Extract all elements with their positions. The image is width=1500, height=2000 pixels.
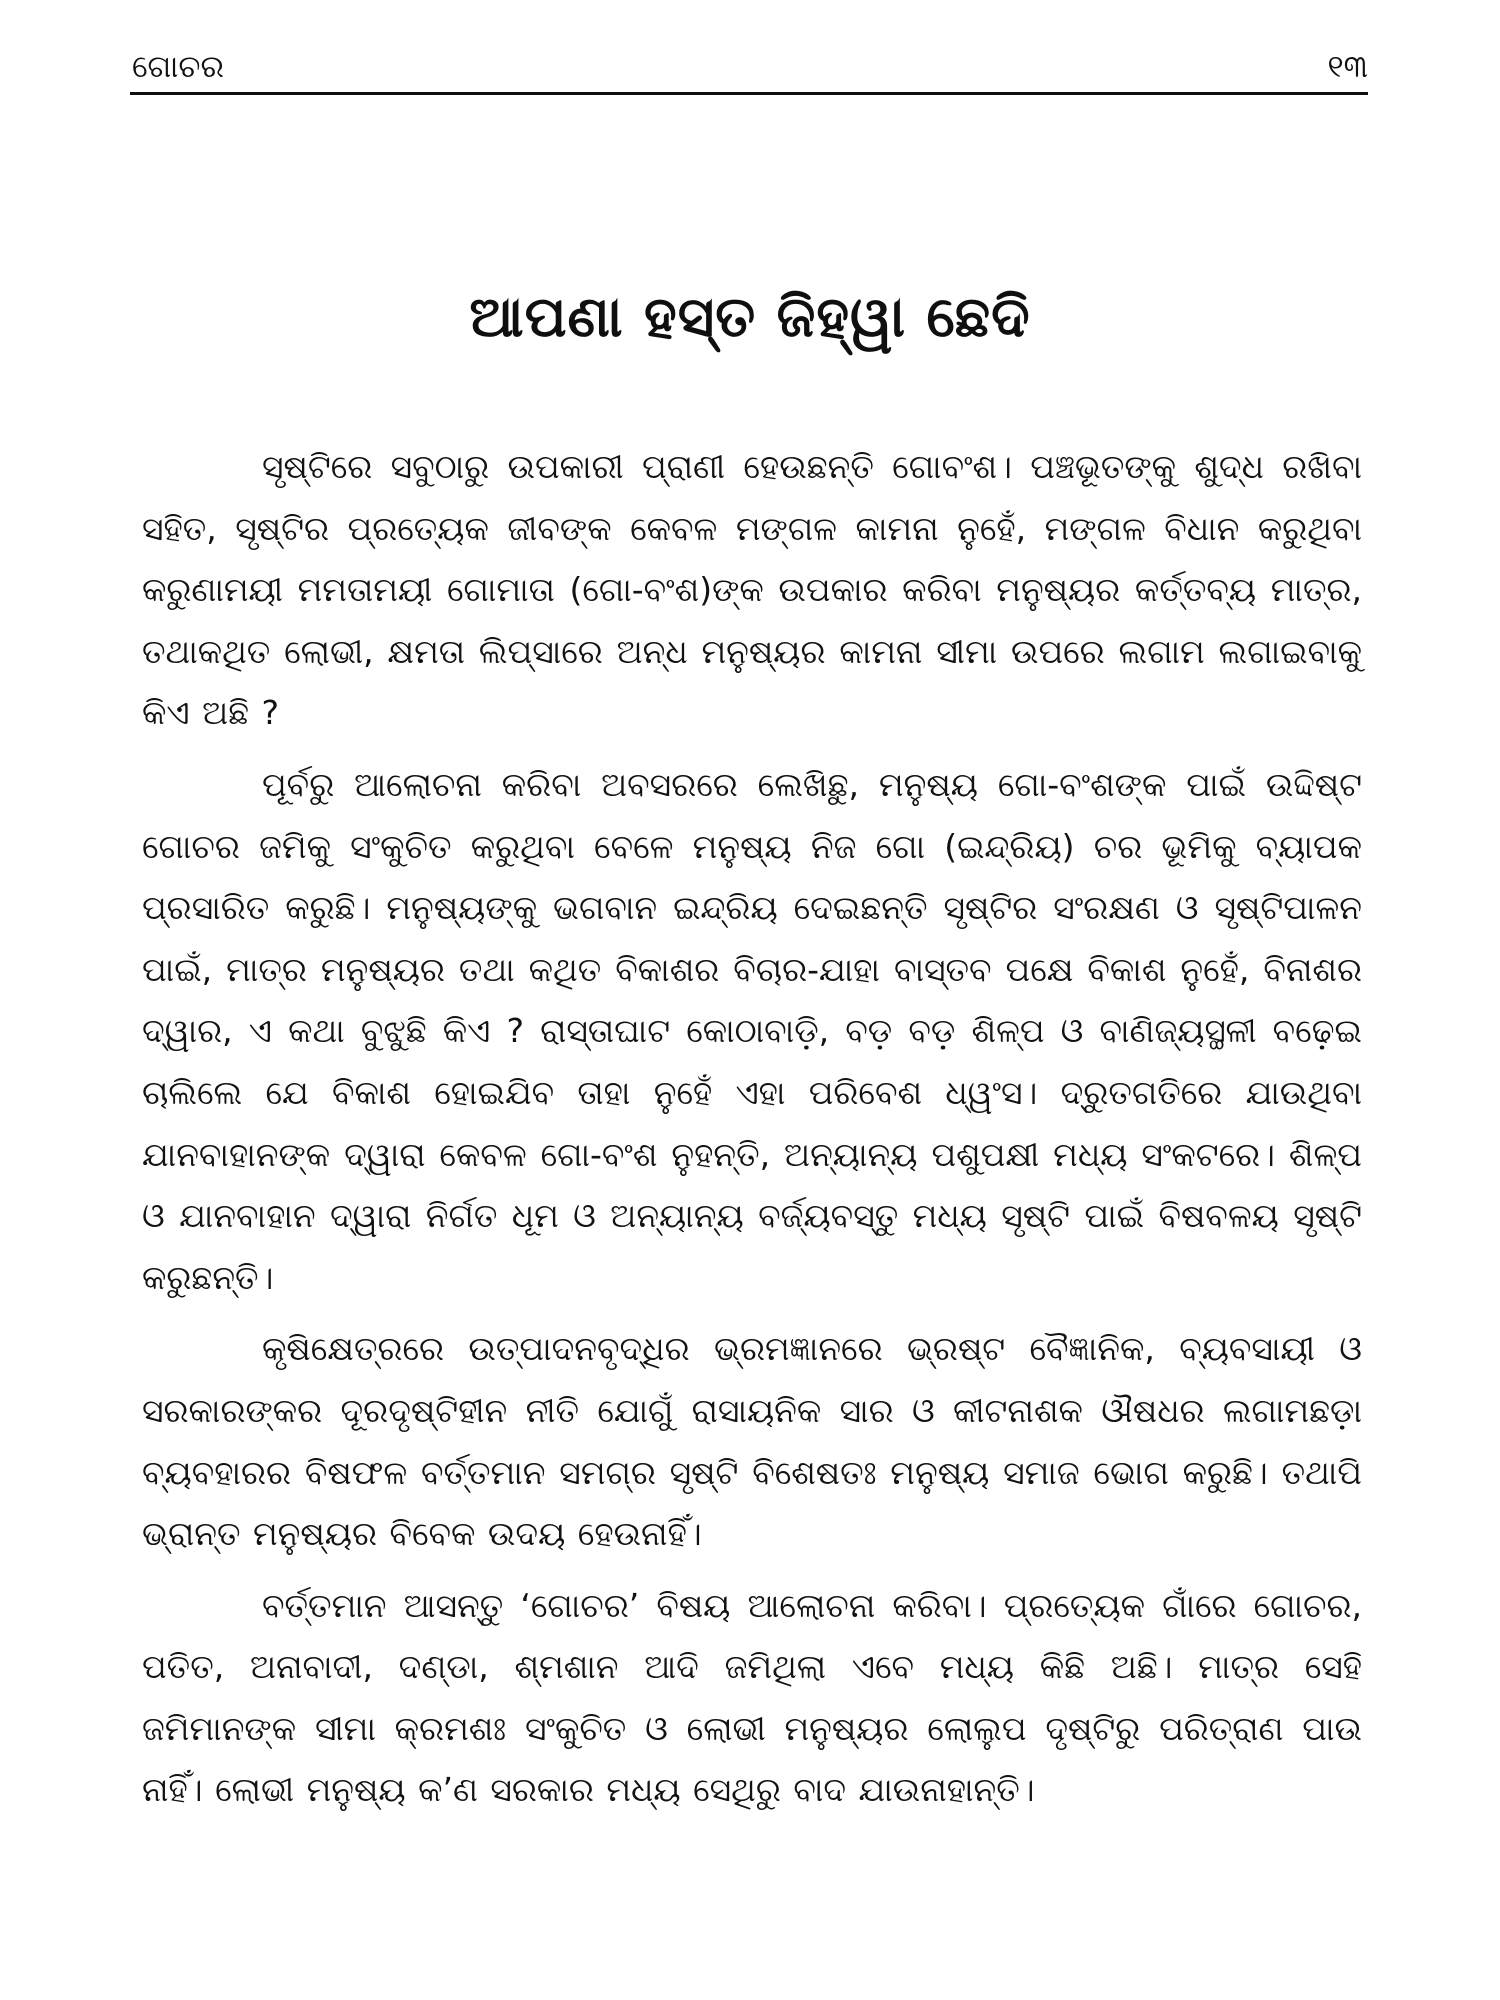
- running-header: [132, 40, 1368, 86]
- paragraph-4: ବର୍ତ୍ତମାନ ଆସନ୍ତୁ ‘ଗୋଚର’ ବିଷୟ ଆଲୋଚନା କରିବା। ପ୍ରତ୍ୟେକ ଗାଁରେ ଗୋଚର, ପତିତ, ଅନାବାଦୀ, ଦଣ୍ଡା, ଶ୍ମଶାନ ଆଦି ଜମିଥିଲା ଏବେ ମଧ୍ୟ କିଛି ଅଛି। ମାତ୍ର ସେହି ଜମିମାନଙ୍କ ସୀମା କ୍ରମଶଃ ସଂକୁଚିତ ଓ ଲୋଭୀ ମନୁଷ୍ୟର ଲୋଲୁପ ଦୃଷ୍ଟିରୁ ପରିତ୍ରାଣ ପାଉ ନାହିଁ। ଲୋଭୀ ମନୁଷ୍ୟ କ’ଣ ସରକାର ମଧ୍ୟ ସେଥିରୁ ବାଦ ଯାଉନାହାନ୍ତି।: [142, 1585, 1362, 1810]
- paragraph-2: ପୂର୍ବରୁ ଆଲୋଚନା କରିବା ଅବସରରେ ଲେଖିଛୁ, ମନୁଷ୍ୟ ଗୋ-ବଂଶଙ୍କ ପାଇଁ ଉଦ୍ଦିଷ୍ଟ ଗୋଚର ଜମିକୁ ସଂକୁଚିତ କରୁଥିବା ବେଳେ ମନୁଷ୍ୟ ନିଜ ଗୋ (ଇନ୍ଦ୍ରିୟ) ଚର ଭୂମିକୁ ବ୍ୟାପକ ପ୍ରସାରିତ କରୁଛି। ମନୁଷ୍ୟଙ୍କୁ ଭଗବାନ ଇନ୍ଦ୍ରିୟ ଦେଇଛନ୍ତି ସୃଷ୍ଟିର ସଂରକ୍ଷଣ ଓ ସୃଷ୍ଟିପାଳନ ପାଇଁ, ମାତ୍ର ମନୁଷ୍ୟର ତଥା କଥିତ ବିକାଶର ବିଚାର-ଯାହା ବାସ୍ତବ ପକ୍ଷେ ବିକାଶ ନୁହେଁ, ବିନାଶର ଦ୍ୱାର, ଏ କଥା ବୁଝୁଛି କିଏ ? ରାସ୍ତାଘାଟ କୋଠାବାଡ଼ି, ବଡ଼ ବଡ଼ ଶିଳ୍ପ ଓ ବାଣିଜ୍ୟସ୍ଥଳୀ ବଢ଼େଇ ଚାଲିଲେ ଯେ ବିକାଶ ହୋଇଯିବ ତାହା ନୁହେଁ ଏହା ପରିବେଶ ଧ୍ୱଂସ। ଦ୍ରୁତଗତିରେ ଯାଉଥିବା ଯାନବାହାନଙ୍କ ଦ୍ୱାରା କେବଳ ଗୋ-ବଂଶ ନୁହନ୍ତି, ଅନ୍ୟାନ୍ୟ ପଶୁପକ୍ଷୀ ମଧ୍ୟ ସଂକଟରେ। ଶିଳ୍ପ ଓ ଯାନବାହାନ ଦ୍ୱାରା ନିର୍ଗତ ଧୂମ ଓ ଅନ୍ୟାନ୍ୟ ବର୍ଜ୍ୟବସ୍ତୁ ମଧ୍ୟ ସୃଷ୍ଟି ପାଇଁ ବିଷବଳୟ ସୃଷ୍ଟି କରୁଛନ୍ତି।: [142, 764, 1362, 1297]
- body-text: [142, 436, 1362, 1831]
- page-number: ୧୩: [1327, 49, 1368, 86]
- paragraph-1: ସୃଷ୍ଟିରେ ସବୁଠାରୁ ଉପକାରୀ ପ୍ରାଣୀ ହେଉଛନ୍ତି ଗୋବଂଶ। ପଞ୍ଚଭୂତଙ୍କୁ ଶୁଦ୍ଧ ରଖିବା ସହିତ, ସୃଷ୍ଟିର ପ୍ରତ୍ୟେକ ଜୀବଙ୍କ କେବଳ ମଙ୍ଗଳ କାମନା ନୁହେଁ, ମଙ୍ଗଳ ବିଧାନ କରୁଥିବା କରୁଣାମୟୀ ମମତାମୟୀ ଗୋମାତା (ଗୋ-ବଂଶ)ଙ୍କ ଉପକାର କରିବା ମନୁଷ୍ୟର କର୍ତ୍ତବ୍ୟ ମାତ୍ର, ତଥାକଥିତ ଲୋଭୀ, କ୍ଷମତା ଲିପ୍ସାରେ ଅନ୍ଧ ମନୁଷ୍ୟର କାମନା ସୀମା ଉପରେ ଲଗାମ ଲଗାଇବାକୁ କିଏ ଅଛି ?: [142, 447, 1362, 733]
- running-title: ଗୋଚର: [132, 49, 224, 86]
- header-divider: [130, 92, 1368, 95]
- paragraph-3: କୃଷିକ୍ଷେତ୍ରରେ ଉତ୍ପାଦନବୃଦ୍ଧିର ଭ୍ରମଜ୍ଞାନରେ ଭ୍ରଷ୍ଟ ବୈଜ୍ଞାନିକ, ବ୍ୟବସାୟୀ ଓ ସରକାରଙ୍କର ଦୂରଦୃଷ୍ଟିହୀନ ନୀତି ଯୋଗୁଁ ରାସାୟନିକ ସାର ଓ କୀଟନାଶକ ଔଷଧର ଲଗାମଛଡ଼ା ବ୍ୟବହାରର ବିଷଫଳ ବର୍ତ୍ତମାନ ସମଗ୍ର ସୃଷ୍ଟି ବିଶେଷତଃ ମନୁଷ୍ୟ ସମାଜ ଭୋଗ କରୁଛି। ତଥାପି ଭ୍ରାନ୍ତ ମନୁଷ୍ୟର ବିବେକ ଉଦୟ ହେଉନାହିଁ।: [142, 1329, 1362, 1554]
- chapter-title: ଆପଣା ହସ୍ତ ଜିହ୍ୱା ଛେଦି: [469, 284, 1031, 350]
